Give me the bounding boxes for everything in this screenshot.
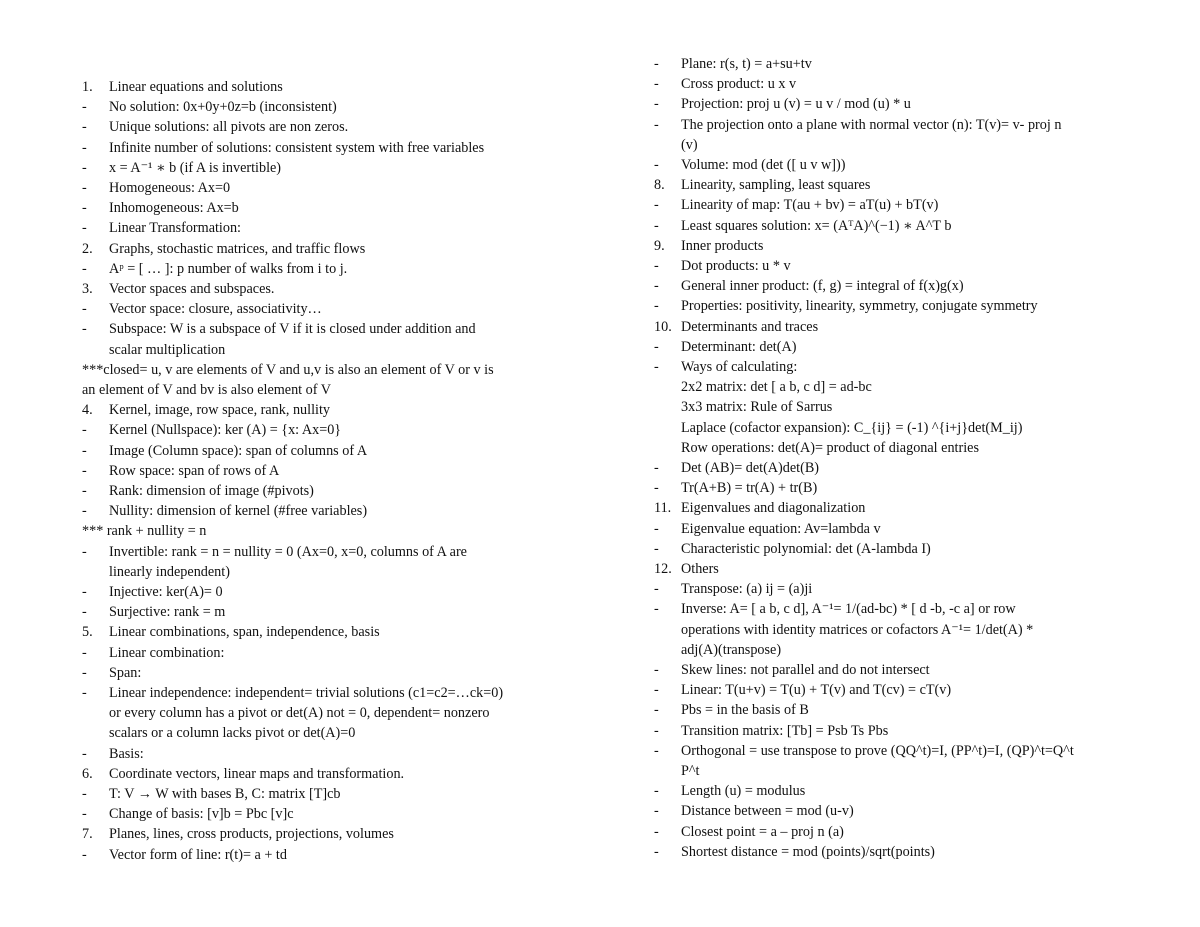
list-marker: - [82, 503, 87, 520]
line-text: adj(A)(transpose) [681, 641, 782, 658]
list-marker: - [654, 520, 659, 537]
note-line [654, 317, 818, 337]
line-text: Vector space: closure, associativity… [109, 301, 322, 318]
line-text: 2x2 matrix: det [ a b, c d] = ad-bc [681, 379, 872, 396]
line-text: The projection onto a plane with normal vector (n): T(v)= v- proj n [681, 116, 1062, 133]
list-marker: - [82, 99, 87, 116]
list-marker: - [654, 480, 659, 497]
line-text: Inner products [681, 237, 764, 254]
list-marker: - [82, 685, 87, 701]
note-line [82, 198, 239, 218]
list-marker: - [654, 217, 659, 234]
note-line [654, 438, 979, 458]
note-line [654, 418, 1022, 438]
line-text: Injective: ker(A)= 0 [109, 584, 223, 600]
note-line [654, 660, 930, 680]
note-line [82, 542, 467, 562]
list-marker: - [82, 220, 87, 237]
line-text: Inhomogeneous: Ax=b [109, 200, 239, 217]
note-line [654, 175, 870, 195]
line-text: Distance between = mod (u-v) [681, 803, 854, 820]
line-text: Projection: proj u (v) = u v / mod (u) * u [681, 96, 911, 113]
line-text: Cross product: u x v [681, 76, 797, 93]
note-line [654, 276, 964, 296]
list-marker: - [654, 116, 659, 133]
note-line [654, 721, 888, 741]
list-marker: - [654, 338, 659, 355]
line-text: Vector form of line: r(t)= a + td [109, 846, 287, 863]
note-line [654, 256, 791, 276]
note-line [82, 299, 322, 319]
note-line [82, 703, 489, 723]
line-text: Change of basis: [v]b = Pbc [v]c [109, 806, 294, 823]
list-marker: - [654, 258, 659, 274]
note-line [82, 481, 314, 501]
list-marker: - [82, 543, 87, 560]
line-text: Rank: dimension of image (#pivots) [109, 483, 314, 499]
line-text: Properties: positivity, linearity, symmetry, conjugate symmetry [681, 298, 1038, 315]
line-text: (v) [681, 136, 698, 153]
list-marker: 12. [654, 561, 672, 577]
line-text: *** rank + nullity = n [82, 523, 207, 540]
list-marker: 2. [82, 240, 93, 257]
note-line [82, 643, 224, 663]
list-marker: 9. [654, 237, 665, 254]
list-marker: - [654, 682, 659, 699]
line-text: Linearity of map: T(au + bv) = aT(u) + bT(v) [681, 197, 939, 214]
line-text: Invertible: rank = n = nullity = 0 (Ax=0, x=0, columns of A are [109, 543, 467, 560]
note-line [82, 784, 341, 804]
note-line [654, 801, 854, 821]
note-line [82, 622, 380, 642]
line-text: Kernel, image, row space, rank, nullity [109, 402, 331, 419]
line-text: Linear Transformation: [109, 220, 242, 237]
note-line [654, 700, 809, 720]
line-text: Unique solutions: all pivots are non zeros. [109, 119, 349, 136]
note-line [82, 420, 341, 440]
line-text: Orthogonal = use transpose to prove (QQ^t)=I, (PP^t)=I, (QP)^t=Q^t [681, 742, 1074, 759]
list-marker: - [82, 422, 87, 439]
list-marker: 11. [654, 500, 672, 517]
line-text: Linear combination: [109, 644, 225, 661]
note-line [82, 259, 347, 279]
line-text: Row operations: det(A)= product of diagonal entries [681, 439, 979, 456]
note-line [654, 357, 797, 377]
note-line [82, 663, 141, 683]
list-marker: 5. [82, 624, 93, 641]
note-line [654, 397, 832, 417]
note-line [82, 77, 283, 97]
list-marker: 3. [82, 281, 93, 297]
note-line [82, 461, 279, 481]
note-line [654, 478, 817, 498]
list-marker: - [82, 301, 87, 318]
line-text: Linearity, sampling, least squares [681, 177, 871, 194]
line-text: Plane: r(s, t) = a+su+tv [681, 56, 812, 72]
note-line [82, 97, 337, 117]
line-text: Image (Column space): span of columns of A [109, 442, 368, 459]
line-text: scalar multiplication [109, 341, 226, 358]
line-text: Det (AB)= det(A)det(B) [681, 460, 820, 476]
line-text: Eigenvalue equation: Av=lambda v [681, 520, 881, 537]
line-text: Least squares solution: x= (AᵀA)^(−1) ∗ A^T b [681, 217, 952, 234]
list-marker: - [654, 298, 659, 315]
line-text: Span: [109, 664, 142, 681]
line-text: Linear equations and solutions [109, 79, 283, 95]
list-marker: - [654, 783, 659, 800]
list-marker: - [654, 742, 659, 759]
list-marker: - [654, 278, 659, 295]
note-line [82, 501, 367, 521]
note-line [82, 521, 206, 541]
note-line [654, 155, 845, 175]
line-text: Homogeneous: Ax=0 [109, 180, 231, 196]
note-line [654, 781, 805, 801]
list-marker: - [654, 843, 659, 860]
line-text: Laplace (cofactor expansion): C_{ij} = (-1) ^{i+j}det(M_ij) [681, 419, 1023, 436]
note-line [654, 296, 1038, 316]
line-text: Nullity: dimension of kernel (#free variables) [109, 503, 368, 520]
list-marker: - [654, 601, 659, 618]
list-marker: - [82, 584, 87, 600]
note-line [82, 723, 355, 743]
line-text: scalars or a column lacks pivot or det(A)=0 [109, 725, 356, 742]
line-text: Vector spaces and subspaces. [109, 281, 275, 297]
list-marker: 1. [82, 79, 93, 95]
note-line [654, 135, 698, 155]
note-line [654, 236, 763, 256]
note-line [82, 178, 230, 198]
note-line [654, 599, 1016, 619]
line-text: No solution: 0x+0y+0z=b (inconsistent) [109, 99, 337, 116]
note-line [82, 441, 367, 461]
line-text: operations with identity matrices or cofactors A⁻¹= 1/det(A) * [681, 621, 1034, 638]
line-text: Transition matrix: [Tb] = Psb Ts Pbs [681, 722, 889, 739]
note-line [82, 340, 225, 360]
list-marker: - [82, 139, 87, 156]
list-marker: - [82, 260, 87, 277]
note-line [82, 764, 404, 784]
line-text: Aᵖ = [ … ]: p number of walks from i to j. [109, 260, 348, 277]
note-line [654, 559, 719, 579]
note-line [82, 279, 274, 299]
line-text: Others [681, 561, 719, 577]
note-line [82, 360, 494, 380]
line-text: Inverse: A= [ a b, c d], A⁻¹= 1/(ad-bc) * [ d -b, -c a] or row [681, 601, 1016, 618]
list-marker: - [82, 462, 87, 479]
note-line [654, 539, 931, 559]
list-marker: - [82, 664, 87, 681]
note-line [82, 824, 394, 844]
list-marker: - [654, 702, 659, 719]
note-line [654, 94, 911, 114]
note-line [82, 845, 287, 865]
line-text: Dot products: u * v [681, 258, 791, 274]
note-line [82, 562, 230, 582]
line-text: Graphs, stochastic matrices, and traffic flows [109, 240, 366, 257]
line-text: Closest point = a – proj n (a) [681, 823, 844, 840]
line-text: ***closed= u, v are elements of V and u,v is also an element of V or v is [82, 361, 494, 378]
line-text: Characteristic polynomial: det (A-lambda I) [681, 540, 931, 557]
line-text: 3x3 matrix: Rule of Sarrus [681, 399, 833, 416]
line-text: Tr(A+B) = tr(A) + tr(B) [681, 480, 818, 497]
list-marker: - [654, 197, 659, 214]
list-marker: - [82, 159, 87, 176]
line-text: Skew lines: not parallel and do not intersect [681, 662, 930, 678]
line-text: linearly independent) [109, 563, 230, 580]
list-marker: - [654, 722, 659, 739]
list-marker: - [654, 581, 659, 598]
line-text: Basis: [109, 745, 144, 762]
list-marker: - [82, 846, 87, 863]
line-text: Eigenvalues and diagonalization [681, 500, 866, 517]
line-text: General inner product: (f, g) = integral of f(x)g(x) [681, 278, 964, 295]
list-marker: - [654, 157, 659, 173]
list-marker: - [82, 745, 87, 762]
line-text: Linear combinations, span, independence, basis [109, 624, 380, 641]
line-text: Subspace: W is a subspace of V if it is closed under addition and [109, 321, 476, 338]
list-marker: - [654, 56, 659, 72]
note-line [654, 822, 844, 842]
line-text: Surjective: rank = m [109, 604, 226, 621]
line-text: Pbs = in the basis of B [681, 702, 809, 719]
note-line [82, 239, 365, 259]
line-text: Transpose: (a) ij = (a)ji [681, 581, 813, 598]
list-marker: - [654, 359, 659, 375]
list-marker: - [654, 76, 659, 93]
line-text: x = A⁻¹ ∗ b (if A is invertible) [109, 159, 282, 176]
note-line [654, 761, 700, 781]
list-marker: - [654, 96, 659, 113]
note-line [82, 117, 348, 137]
note-line [654, 54, 812, 74]
note-line [82, 804, 294, 824]
note-line [82, 158, 281, 178]
note-line [82, 744, 144, 764]
list-marker: - [654, 803, 659, 820]
list-marker: - [82, 786, 87, 802]
note-line [82, 218, 241, 238]
note-line [82, 602, 225, 622]
note-line [654, 498, 865, 518]
list-marker: 7. [82, 826, 93, 843]
line-text: or every column has a pivot or det(A) not = 0, dependent= nonzero [109, 705, 490, 722]
note-line [654, 680, 951, 700]
line-text: T: V → W with bases B, C: matrix [T]cb [109, 786, 341, 802]
list-marker: - [82, 604, 87, 621]
list-marker: 4. [82, 402, 93, 419]
line-text: Volume: mod (det ([ u v w])) [681, 157, 846, 173]
note-line [82, 582, 223, 602]
note-line [654, 337, 796, 357]
list-marker: - [82, 644, 87, 661]
list-marker: - [82, 321, 87, 338]
list-marker: - [82, 442, 87, 459]
list-marker: - [654, 823, 659, 840]
note-line [654, 579, 812, 599]
note-line [654, 842, 935, 862]
note-line [82, 319, 476, 339]
line-text: Coordinate vectors, linear maps and transformation. [109, 765, 405, 782]
note-line [654, 377, 872, 397]
line-text: Planes, lines, cross products, projections, volumes [109, 826, 394, 843]
line-text: an element of V and bv is also element of V [82, 382, 332, 398]
note-line [654, 620, 1033, 640]
note-line [654, 458, 819, 478]
line-text: Kernel (Nullspace): ker (A) = {x: Ax=0} [109, 422, 342, 439]
line-text: Infinite number of solutions: consistent system with free variables [109, 139, 485, 156]
note-line [654, 74, 796, 94]
line-text: Determinants and traces [681, 318, 819, 335]
note-line [82, 400, 330, 420]
list-marker: 6. [82, 765, 93, 782]
note-line [82, 138, 484, 158]
line-text: Shortest distance = mod (points)/sqrt(points) [681, 843, 935, 860]
list-marker: 8. [654, 177, 665, 194]
list-marker: - [82, 180, 87, 196]
note-line [654, 216, 951, 236]
list-marker: - [82, 119, 87, 136]
list-marker: - [654, 662, 659, 678]
line-text: Linear independence: independent= trivial solutions (c1=c2=…ck=0) [109, 685, 504, 701]
list-marker: - [82, 200, 87, 217]
list-marker: - [654, 460, 659, 476]
line-text: Row space: span of rows of A [109, 462, 280, 479]
list-marker: - [82, 483, 87, 499]
list-marker: - [82, 806, 87, 823]
line-text: Length (u) = modulus [681, 783, 806, 800]
note-line [654, 195, 938, 215]
note-line [82, 380, 331, 400]
line-text: Ways of calculating: [681, 359, 798, 375]
list-marker: 10. [654, 318, 672, 335]
line-text: Determinant: det(A) [681, 338, 797, 355]
note-line [654, 640, 781, 660]
note-line [654, 741, 1074, 761]
note-line [82, 683, 503, 703]
note-line [654, 519, 881, 539]
list-marker: - [654, 540, 659, 557]
line-text: P^t [681, 763, 700, 779]
line-text: Linear: T(u+v) = T(u) + T(v) and T(cv) = cT(v) [681, 682, 952, 699]
note-line [654, 115, 1061, 135]
